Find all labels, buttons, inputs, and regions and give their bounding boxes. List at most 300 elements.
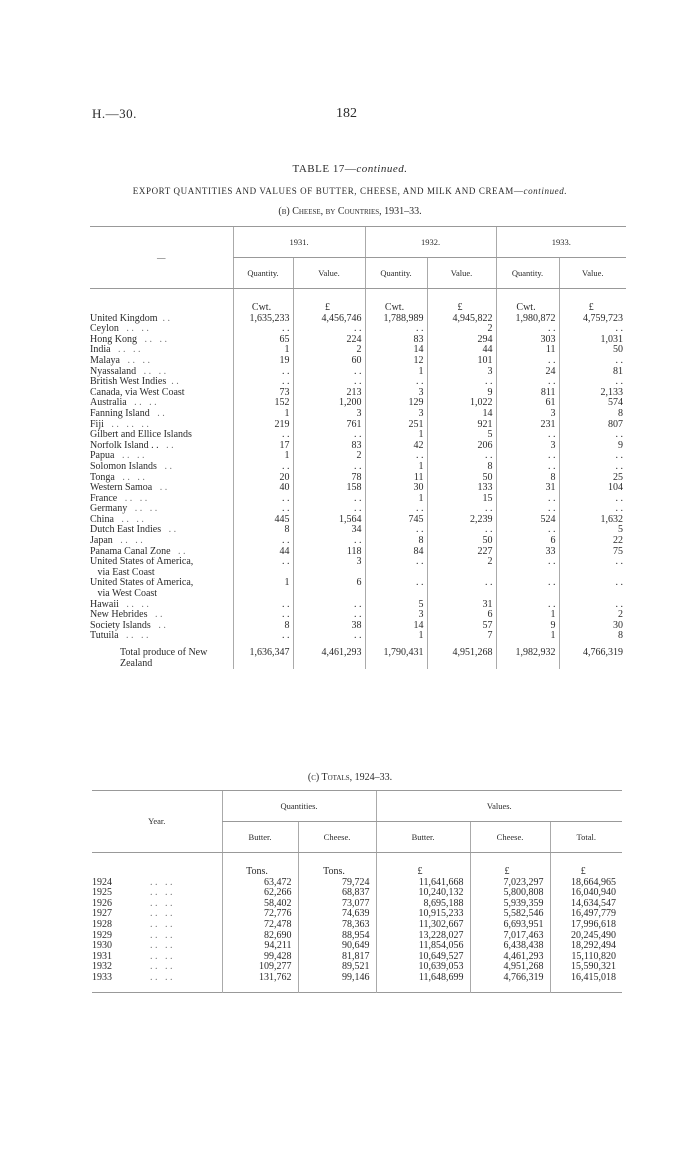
cell-v1: 118 <box>293 547 365 558</box>
cell-q1: . . <box>233 600 293 611</box>
page-number: 182 <box>336 106 357 121</box>
cell-v2: 206 <box>427 441 496 452</box>
unit-cwt: Cwt. <box>233 289 293 314</box>
cell-v1: . . <box>293 462 365 473</box>
table-bottom-rule <box>92 992 622 999</box>
year-label: 1928 <box>92 918 112 930</box>
country-label: Dutch East Indies <box>90 525 162 536</box>
cell-q1: . . <box>233 557 293 568</box>
cell-v1: . . <box>293 324 365 335</box>
year-label: 1926 <box>92 897 112 909</box>
country-label: Canada, via West Coast <box>90 387 185 398</box>
year-label: 1927 <box>92 908 112 920</box>
unit-pound: £ <box>550 853 622 878</box>
cell-q1: . . <box>233 324 293 335</box>
cell-q3: . . <box>496 462 559 473</box>
country-label: Germany <box>90 504 128 515</box>
country-label: Solomon Islands <box>90 461 157 472</box>
leader-dots: . . <box>166 377 179 388</box>
cell-q3: . . <box>496 578 559 589</box>
value-header: Value. <box>427 258 496 289</box>
country-label: New Hebrides <box>90 610 148 621</box>
cell-v2: 2,239 <box>427 515 496 526</box>
country-label: Japan <box>90 536 113 547</box>
cell-v1: . . <box>293 367 365 378</box>
country-label: United States of America, <box>90 578 194 589</box>
cell-v3: . . <box>559 324 626 335</box>
cell-q2: 83 <box>365 335 427 346</box>
cell-v2: 31 <box>427 600 496 611</box>
main-title <box>0 186 700 196</box>
year-label: 1931 <box>92 950 112 962</box>
country-label: via West Coast <box>90 589 158 600</box>
year-label: 1933 <box>92 971 112 983</box>
cell-vb: 8,695,188 <box>376 899 470 910</box>
cell-q2: 30 <box>365 483 427 494</box>
cell-v2: 227 <box>427 547 496 558</box>
cell-v3: 81 <box>559 367 626 378</box>
cell-q3: 24 <box>496 367 559 378</box>
cell-v3: . . <box>559 451 626 462</box>
cell-v3: 8 <box>559 631 626 642</box>
country-label: Tutuila <box>90 631 119 642</box>
cell-vb: 11,854,056 <box>376 941 470 952</box>
cell-q1: 152 <box>233 398 293 409</box>
country-name <box>90 610 233 621</box>
leader-dots: . . <box>161 525 177 536</box>
cell-v3: 1,632 <box>559 515 626 526</box>
cell-v3: 25 <box>559 473 626 484</box>
cell-q2: 5 <box>365 600 427 611</box>
cell-qb: 131,762 <box>222 973 298 992</box>
value-header: Value. <box>293 258 365 289</box>
cell-v3: 9 <box>559 441 626 452</box>
year-label: 1925 <box>92 887 112 899</box>
cell-v3: 807 <box>559 420 626 431</box>
cell-v1: . . <box>293 377 365 388</box>
country-label: Fiji <box>90 419 104 430</box>
cell-q3: 8 <box>496 473 559 484</box>
cell-v2: 101 <box>427 356 496 367</box>
cell-v1: 83 <box>293 441 365 452</box>
unit-pound: £ <box>293 289 365 314</box>
cell-q2: 3 <box>365 610 427 621</box>
cell-v2: 133 <box>427 483 496 494</box>
cell-q2: . . <box>365 525 427 536</box>
cell-qc: 88,954 <box>298 931 376 942</box>
cell-q2: 14 <box>365 345 427 356</box>
units-row <box>92 853 622 878</box>
cell-v1: 761 <box>293 420 365 431</box>
cell-v3: 1,031 <box>559 335 626 346</box>
cell-v3: 75 <box>559 547 626 558</box>
cell-v2: 50 <box>427 473 496 484</box>
leader-dots: . . . . <box>150 950 173 962</box>
cell-q2: 1,788,989 <box>365 314 427 325</box>
cell-v3: 22 <box>559 536 626 547</box>
cell-qc: 73,077 <box>298 899 376 910</box>
leader-dots: . . . . <box>150 961 173 973</box>
cell-v2: 2 <box>427 324 496 335</box>
unit-tons: Tons. <box>222 853 298 878</box>
cell-v3: 2 <box>559 610 626 621</box>
country-label: Ceylon <box>90 324 119 335</box>
table-row <box>90 578 626 589</box>
cell-q2: 1 <box>365 367 427 378</box>
cell-v3: 2,133 <box>559 388 626 399</box>
cell-v1: . . <box>293 494 365 505</box>
cell-v2: 294 <box>427 335 496 346</box>
cell-q2: 42 <box>365 441 427 452</box>
totals-table-subtitle: (c) Totals, 1924–33. <box>307 772 393 783</box>
cell-q2: 1 <box>365 494 427 505</box>
cell-v1: . . <box>293 536 365 547</box>
cell-v3: . . <box>559 504 626 515</box>
totals-table <box>92 790 622 999</box>
country-label: Panama Canal Zone <box>90 546 171 557</box>
cell-q2: 129 <box>365 398 427 409</box>
cell-v2: 14 <box>427 409 496 420</box>
cell-q1: 17 <box>233 441 293 452</box>
cell-v1: 6 <box>293 578 365 589</box>
unit-cwt: Cwt. <box>365 289 427 314</box>
cell-v3: 4,759,723 <box>559 314 626 325</box>
cell-v2: . . <box>427 377 496 388</box>
cell-v2: 57 <box>427 621 496 632</box>
leader-dots: . . . . <box>117 493 148 504</box>
total-row <box>90 642 626 669</box>
country-name <box>90 525 233 536</box>
cell-v1 <box>293 568 365 579</box>
cell-qb: 62,266 <box>222 888 298 899</box>
country-label: Western Samoa <box>90 483 153 494</box>
country-name <box>90 420 233 431</box>
unit-tons: Tons. <box>298 853 376 878</box>
leader-dots: . . . . <box>150 887 173 899</box>
cell-v2: 7 <box>427 631 496 642</box>
cell-vt: 16,497,779 <box>550 909 622 920</box>
cell-q1: 1,635,233 <box>233 314 293 325</box>
cell-q2: 14 <box>365 621 427 632</box>
cell-v2: 3 <box>427 367 496 378</box>
total-q1931: 1,636,347 <box>233 642 293 669</box>
cheese-by-country-table <box>90 226 626 669</box>
cell-qc: 90,649 <box>298 941 376 952</box>
cell-q1: 1 <box>233 345 293 356</box>
table-row <box>92 920 622 931</box>
cell-qb: 72,776 <box>222 909 298 920</box>
cell-v1: 1,564 <box>293 515 365 526</box>
cell-v3: . . <box>559 377 626 388</box>
butter-qty-header: Butter. <box>222 822 298 853</box>
table-title-text: TABLE 17— <box>292 163 357 175</box>
year-header-1932: 1932. <box>365 227 496 258</box>
cell-q2: 84 <box>365 547 427 558</box>
cell-q3: 31 <box>496 483 559 494</box>
cell-v3: 5 <box>559 525 626 536</box>
cell-q2: 251 <box>365 420 427 431</box>
leader-dots: . . . . <box>150 908 173 920</box>
cell-q1: . . <box>233 377 293 388</box>
cell-q3: 33 <box>496 547 559 558</box>
leader-dots: . . <box>156 461 172 472</box>
unit-pound: £ <box>427 289 496 314</box>
cell-v2: 5 <box>427 430 496 441</box>
cell-vc: 4,766,319 <box>470 973 550 992</box>
cell-vt: 16,040,940 <box>550 888 622 899</box>
leader-dots: . . . . <box>118 324 149 335</box>
cell-vt: 20,245,490 <box>550 931 622 942</box>
cell-v1: 2 <box>293 345 365 356</box>
cell-vc: 4,461,293 <box>470 952 550 963</box>
cell-q2: . . <box>365 557 427 568</box>
cell-vt: 15,110,820 <box>550 952 622 963</box>
cell-v3: 104 <box>559 483 626 494</box>
cell-q1: 20 <box>233 473 293 484</box>
cell-v3: . . <box>559 600 626 611</box>
cell-q1: 445 <box>233 515 293 526</box>
cell-v1: 224 <box>293 335 365 346</box>
cell-v1: . . <box>293 631 365 642</box>
butter-value-header: Butter. <box>376 822 470 853</box>
leader-dots: . . <box>149 408 165 419</box>
country-name <box>90 631 233 642</box>
cheese-table-subtitle: (b) Cheese, by Countries, 1931–33. <box>278 206 422 217</box>
leader-dots: . . . . <box>150 940 173 952</box>
cell-q1 <box>233 568 293 579</box>
cell-qb: 58,402 <box>222 899 298 910</box>
leader-dots: . . . . <box>150 897 173 909</box>
table-row <box>90 557 626 568</box>
cell-vc: 4,951,268 <box>470 962 550 973</box>
table-title <box>0 163 700 175</box>
cell-q2: . . <box>365 377 427 388</box>
year-header-1931: 1931. <box>233 227 365 258</box>
cell-q2: 1 <box>365 631 427 642</box>
country-label: Fanning Island <box>90 408 150 419</box>
cell-qb: 63,472 <box>222 878 298 889</box>
country-name <box>90 324 233 335</box>
cell-q2: 1 <box>365 462 427 473</box>
cell-q1: 65 <box>233 335 293 346</box>
table-row <box>92 973 622 992</box>
country-label: Malaya <box>90 355 120 366</box>
cell-v3: . . <box>559 578 626 589</box>
cell-vb: 10,915,233 <box>376 909 470 920</box>
leader-dots: . . . . <box>114 472 145 483</box>
country-name <box>90 409 233 420</box>
cell-q3: 303 <box>496 335 559 346</box>
cell-vt: 17,996,618 <box>550 920 622 931</box>
cell-q3: 1,980,872 <box>496 314 559 325</box>
cell-q1: . . <box>233 462 293 473</box>
cell-q2: . . <box>365 324 427 335</box>
cell-vb: 10,240,132 <box>376 888 470 899</box>
country-name <box>90 356 233 367</box>
country-name <box>90 367 233 378</box>
cell-v1: 60 <box>293 356 365 367</box>
cell-qc: 68,837 <box>298 888 376 899</box>
cell-qb: 109,277 <box>222 962 298 973</box>
cell-q1: 8 <box>233 525 293 536</box>
country-name <box>90 568 233 579</box>
leader-dots: . . . . <box>113 514 144 525</box>
cell-q3: . . <box>496 525 559 536</box>
cell-v3: . . <box>559 494 626 505</box>
cell-q3: . . <box>496 557 559 568</box>
cell-q1: . . <box>233 504 293 515</box>
cell-v1: 1,200 <box>293 398 365 409</box>
cell-v1: . . <box>293 430 365 441</box>
cell-vt: 18,664,965 <box>550 878 622 889</box>
country-name <box>90 314 233 325</box>
cell-q2: 11 <box>365 473 427 484</box>
cell-v2: 44 <box>427 345 496 356</box>
country-name <box>90 483 233 494</box>
cell-q3: . . <box>496 356 559 367</box>
main-title-text: EXPORT QUANTITIES AND VALUES OF BUTTER, CHEESE, AND MILK AND CREAM— <box>132 186 524 196</box>
cell-vt: 14,634,547 <box>550 899 622 910</box>
year-cell <box>92 973 222 992</box>
country-label: Gilbert and Ellice Islands <box>90 430 192 441</box>
cell-q3: . . <box>496 504 559 515</box>
country-name <box>90 335 233 346</box>
leader-dots: . . <box>150 620 166 631</box>
country-label: Hawaii <box>90 599 119 610</box>
cell-v1: . . <box>293 504 365 515</box>
leader-dots: . . . . <box>118 599 149 610</box>
cell-v2: . . <box>427 525 496 536</box>
year-label: 1932 <box>92 961 112 973</box>
cell-q3: 1 <box>496 610 559 621</box>
leader-dots: . . . . <box>136 334 167 345</box>
cell-q3: . . <box>496 324 559 335</box>
country-name <box>90 441 233 452</box>
country-header: — <box>90 227 233 289</box>
page-reference: H.—30. <box>92 106 137 121</box>
leader-dots: . . <box>170 546 186 557</box>
cell-v3: . . <box>559 462 626 473</box>
leader-dots: . . . . <box>110 345 141 356</box>
country-name <box>90 589 233 600</box>
country-label: Norfolk Island . . <box>90 440 159 451</box>
cell-q2: 745 <box>365 515 427 526</box>
cell-q3: . . <box>496 494 559 505</box>
cell-q3: 61 <box>496 398 559 409</box>
cell-q1: 8 <box>233 621 293 632</box>
cell-q2: 3 <box>365 388 427 399</box>
cell-q1: 1 <box>233 409 293 420</box>
cell-v3: 8 <box>559 409 626 420</box>
cell-v3: 30 <box>559 621 626 632</box>
cell-q2: . . <box>365 451 427 462</box>
cell-qc: 78,363 <box>298 920 376 931</box>
leader-dots: . . . . <box>150 971 173 983</box>
cell-q3: 11 <box>496 345 559 356</box>
cell-q2: . . <box>365 578 427 589</box>
leader-dots: . . . . <box>118 631 149 642</box>
cell-q2: 8 <box>365 536 427 547</box>
leader-dots: . . . . <box>114 451 145 462</box>
country-name <box>90 557 233 568</box>
cell-qc: 81,817 <box>298 952 376 963</box>
country-label: Papua <box>90 451 115 462</box>
leader-dots: . . <box>157 313 170 324</box>
cell-q3: 3 <box>496 441 559 452</box>
cell-qb: 82,690 <box>222 931 298 942</box>
cell-q1: . . <box>233 367 293 378</box>
table-row <box>90 462 626 473</box>
country-name <box>90 547 233 558</box>
cell-q3: 3 <box>496 409 559 420</box>
country-label: Australia <box>90 398 127 409</box>
cell-vb: 11,302,667 <box>376 920 470 931</box>
cell-vc: 7,017,463 <box>470 931 550 942</box>
country-label: India <box>90 345 111 356</box>
cell-v2: 4,945,822 <box>427 314 496 325</box>
cell-vb: 10,639,053 <box>376 962 470 973</box>
cell-q3: 9 <box>496 621 559 632</box>
cell-vc: 5,800,808 <box>470 888 550 899</box>
country-name <box>90 451 233 462</box>
cell-v2: 50 <box>427 536 496 547</box>
units-row <box>90 289 626 314</box>
cell-vc: 5,582,546 <box>470 909 550 920</box>
cell-q3: . . <box>496 377 559 388</box>
country-label: Nyassaland <box>90 366 137 377</box>
country-name <box>90 398 233 409</box>
cell-q1: . . <box>233 494 293 505</box>
cell-v2: . . <box>427 451 496 462</box>
cell-q2: 3 <box>365 409 427 420</box>
cell-qc: 74,639 <box>298 909 376 920</box>
cell-v2: 2 <box>427 557 496 568</box>
cell-vb: 11,648,699 <box>376 973 470 992</box>
cell-q1: 219 <box>233 420 293 431</box>
table-row <box>90 631 626 642</box>
leader-dots: . . . . <box>136 366 167 377</box>
year-label: 1930 <box>92 940 112 952</box>
country-name <box>90 600 233 611</box>
total-v1933: 4,766,319 <box>559 642 626 669</box>
main-title-continued: continued. <box>523 186 568 196</box>
cell-q3: . . <box>496 430 559 441</box>
cell-vt: 15,590,321 <box>550 962 622 973</box>
cell-q3: . . <box>496 600 559 611</box>
total-q1933: 1,982,932 <box>496 642 559 669</box>
table-title-continued: continued. <box>356 163 408 175</box>
leader-dots: . . . . <box>150 929 173 941</box>
cell-q1: . . <box>233 430 293 441</box>
cell-q2: . . <box>365 504 427 515</box>
cell-q3: . . <box>496 451 559 462</box>
country-name <box>90 388 233 399</box>
leader-dots: . . <box>152 483 168 494</box>
quantity-header: Quantity. <box>365 258 427 289</box>
cell-vb: 11,641,668 <box>376 878 470 889</box>
cell-q2: 1 <box>365 430 427 441</box>
total-label: Total produce of New Zealand <box>120 647 208 669</box>
cell-v1: . . <box>293 600 365 611</box>
cell-q2 <box>365 589 427 600</box>
table-row <box>90 356 626 367</box>
country-label: Society Islands <box>90 620 151 631</box>
leader-dots: . . . . <box>112 536 143 547</box>
leader-dots: . . . . . . <box>103 419 149 430</box>
cell-v2: 8 <box>427 462 496 473</box>
year-label: 1924 <box>92 876 112 888</box>
cell-qc: 89,521 <box>298 962 376 973</box>
